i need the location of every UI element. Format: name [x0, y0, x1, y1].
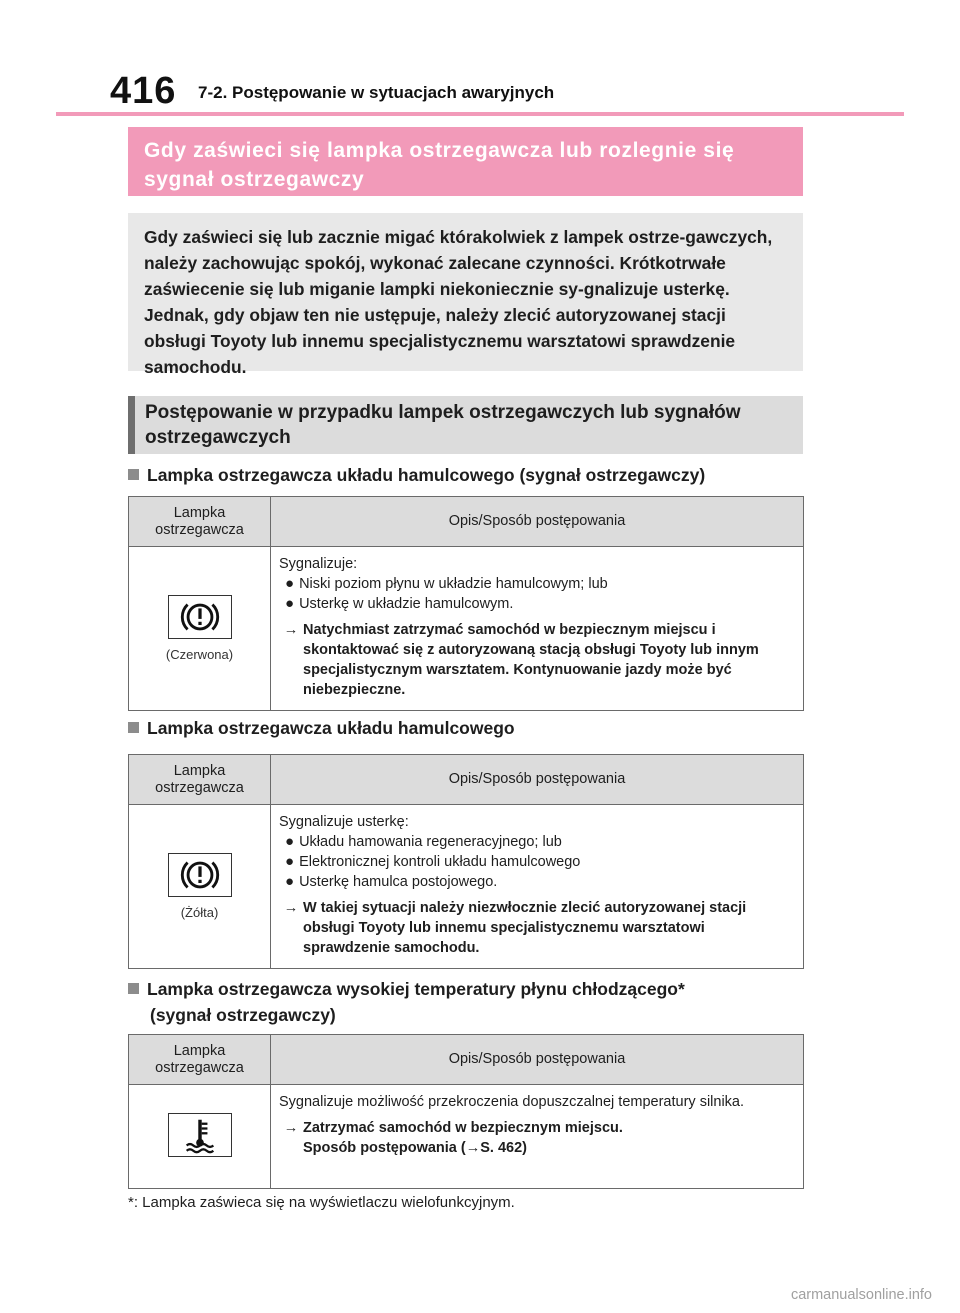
warning-table-coolant [128, 1034, 804, 1189]
description-cell [271, 805, 804, 969]
bullet-icon: ● [285, 595, 295, 612]
action-text: → Natychmiast zatrzymać samochód w bezpiecznym miejscu i skontaktować się z autoryzowaną stacją obsługi Toyoty lub innym specjalistycznym warsztatem. Kontynuowanie jazdy może być niebezpieczne. [279, 620, 795, 700]
description-intro: Sygnalizuje: [279, 556, 358, 572]
column-header-lamp: Lampka ostrzegawcza [129, 1035, 271, 1085]
action-text: → Zatrzymać samochód w bezpiecznym miejscu. Sposób postępowania (→S. 462) [279, 1118, 795, 1158]
list-item: ● Układu hamowania regeneracyjnego; lub [285, 833, 562, 850]
description-cell [271, 1085, 804, 1189]
subsection-heading-brake-yellow [128, 715, 818, 741]
subsection-heading-brake-red [128, 462, 818, 488]
column-header-description: Opis/Sposób postępowania [271, 497, 804, 547]
description-intro: Sygnalizuje możliwość przekroczenia dopuszczalnej temperatury silnika. [279, 1094, 745, 1110]
column-header-lamp: Lampka ostrzegawcza [129, 497, 271, 547]
brake-warning-icon [168, 853, 232, 897]
column-header-lamp: Lampka ostrzegawcza [129, 755, 271, 805]
list-item: ● Usterkę w układzie hamulcowym. [285, 595, 514, 612]
icon-cell [129, 805, 271, 969]
column-header-description: Opis/Sposób postępowania [271, 1035, 804, 1085]
list-item: ● Niski poziom płynu w układzie hamulcowym; lub [285, 575, 608, 592]
page-number: 416 [110, 70, 177, 112]
running-head: 7-2. Postępowanie w sytuacjach awaryjnych [198, 83, 555, 102]
header-rule [56, 112, 904, 116]
subsection-heading-coolant [128, 976, 818, 1028]
list-item: ● Usterkę hamulca postojowego. [285, 873, 498, 890]
description-intro: Sygnalizuje usterkę: [279, 814, 409, 830]
column-header-description: Opis/Sposób postępowania [271, 755, 804, 805]
icon-cell [129, 1085, 271, 1189]
subsection-heading-text: Lampka ostrzegawcza wysokiej temperatury płynu chłodzącego* [147, 979, 685, 999]
square-bullet-icon [128, 469, 139, 480]
bullet-icon: ● [285, 853, 295, 870]
intro-box: Gdy zaświeci się lub zacznie migać którakolwiek z lampek ostrze-gawczych, należy zachowując spokój, wykonać zalecane czynności. Krótkotrwałe zaświecenie się lub miganie lampki niekoniecznie sy-gnalizuje usterkę. Jednak, gdy objaw ten nie ustępuje, należy zlecić autoryzowanej stacji obsługi Toyoty lub innemu specjalistycznemu warsztatowi sprawdzenie samochodu. [128, 213, 803, 371]
action-text: → W takiej sytuacji należy niezwłocznie zlecić autoryzowanej stacji obsługi Toyoty lub innemu specjalistycznemu warsztatowi sprawdzenie samochodu. [279, 898, 795, 958]
icon-caption: (Żółta) [180, 905, 219, 920]
brake-warning-icon [168, 595, 232, 639]
arrow-right-icon: → [283, 622, 299, 638]
bullet-icon: ● [285, 833, 295, 850]
arrow-right-icon: → [283, 900, 299, 916]
chapter-title: Gdy zaświeci się lampka ostrzegawcza lub rozlegnie się sygnał ostrzegawczy [128, 127, 803, 196]
coolant-temperature-icon [168, 1113, 232, 1157]
section-title: Postępowanie w przypadku lampek ostrzegawczych lub sygnałów ostrzegawczych [128, 396, 803, 454]
bullet-icon: ● [285, 873, 295, 890]
bullet-icon: ● [285, 575, 295, 592]
warning-table-brake-yellow [128, 754, 804, 969]
subsection-heading-continuation: (sygnał ostrzegawczy) [150, 1005, 336, 1025]
subsection-heading-text: Lampka ostrzegawcza układu hamulcowego (sygnał ostrzegawczy) [147, 465, 706, 485]
arrow-right-icon: → [283, 1120, 299, 1136]
footnote: *: Lampka zaświeca się na wyświetlaczu wielofunkcyjnym. [128, 1194, 515, 1211]
subsection-heading-text: Lampka ostrzegawcza układu hamulcowego [147, 718, 515, 738]
arrow-right-icon: → [465, 1140, 481, 1156]
list-item: ● Elektronicznej kontroli układu hamulcowego [285, 853, 581, 870]
icon-cell [129, 547, 271, 711]
watermark: carmanualsonline.info [790, 1287, 932, 1303]
square-bullet-icon [128, 983, 139, 994]
square-bullet-icon [128, 722, 139, 733]
warning-table-brake-red [128, 496, 804, 711]
icon-caption: (Czerwona) [165, 647, 234, 662]
description-cell [271, 547, 804, 711]
